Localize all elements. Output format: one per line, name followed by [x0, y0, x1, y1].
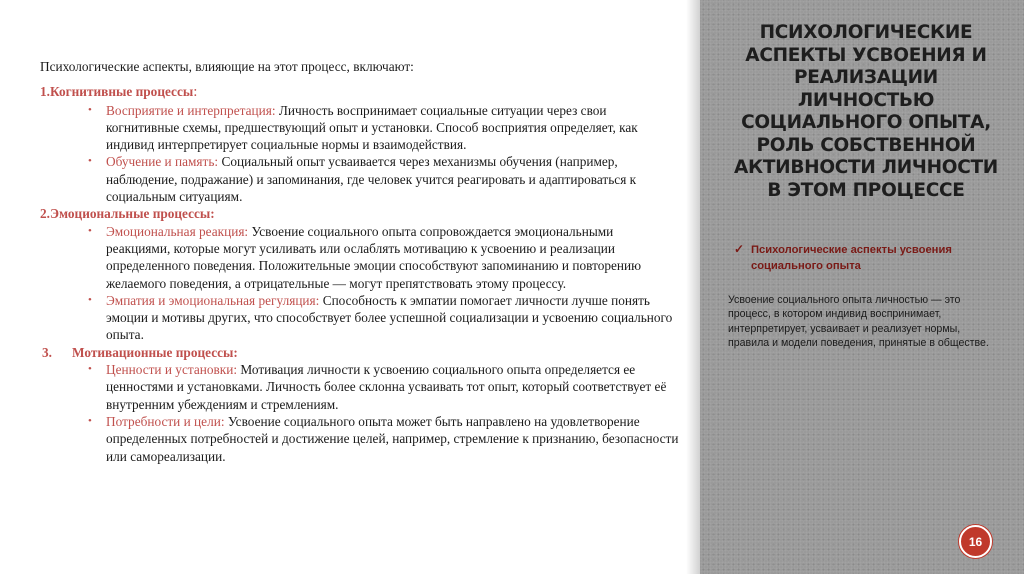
item-term: Эмоциональная реакция: [106, 223, 249, 239]
checkmark-icon: ✓ [734, 242, 745, 256]
item-text: Усвоение социального опыта сопровождается эмоциональными реакциями, которые могут усиливать или ослаблять мотивацию к усвоению и реализации определенного поведения. Положительные эмоции способствуют запоминанию и повторению желаемого поведения, а отрицательные — могут препятствовать этому процессу. [106, 223, 642, 291]
list-item [88, 102, 680, 154]
item-term: Эмпатия и эмоциональная регуляция: [106, 292, 320, 308]
item-text: Личность воспринимает социальные ситуации через свои когнитивные схемы, предшествующий опыт и установки. Способ восприятия определяет, как индивид интерпретирует социальные нормы и взаимодействия. [106, 102, 638, 153]
list-item [88, 153, 680, 205]
section-number: 1. [40, 84, 50, 100]
section-heading-emotional [40, 205, 680, 222]
list-item [88, 361, 680, 413]
section-heading-motivational [40, 344, 680, 361]
intro-text: Психологические аспекты, влияющие на этот процесс, включают: [40, 59, 414, 74]
bullet-icon: • [88, 414, 92, 427]
sidebar-subtitle-text: Психологические аспекты усвоения социального опыта [751, 244, 952, 272]
bullet-icon: • [88, 293, 92, 306]
item-term: Восприятие и интерпретация: [106, 102, 276, 118]
bullet-icon: • [88, 224, 92, 237]
section-list-emotional [40, 223, 680, 344]
section-title: Эмоциональные процессы: [49, 206, 215, 222]
sidebar-subtitle [734, 242, 964, 274]
bullet-icon: • [88, 155, 92, 168]
section-number: 3. [42, 344, 52, 360]
section-number: 2. [40, 206, 50, 222]
item-text: Социальный опыт усваивается через механизмы обучения (например, наблюдение, подражание) и запоминания, где человек учится реагировать и адаптироваться к социальным ситуациям. [106, 154, 637, 205]
bullet-icon: • [88, 363, 92, 376]
section-title: Мотивационные процессы: [72, 344, 238, 360]
item-text: Способность к эмпатии помогает личности лучше понять эмоции и мотивы других, что способствует более успешной социализации и усвоению социального опыта. [106, 292, 673, 343]
list-item [88, 413, 680, 465]
section-title: Когнитивные процессы [49, 84, 194, 100]
bullet-icon: • [88, 103, 92, 116]
list-item [88, 223, 680, 292]
item-text: Мотивация личности к усвоению социального опыта определяется ее ценностями и установками. Личность более склонна усваивать тот опыт, который соответствует её внутренним убеждениям и стремлениям. [106, 362, 667, 412]
item-text: Усвоение социального опыта может быть направлено на удовлетворение определенных потребностей и достижение целей, например, стремление к признанию, безопасности или самореализации. [106, 413, 679, 464]
item-term: Ценности и установки: [106, 362, 238, 378]
section-colon: : [193, 84, 198, 101]
item-term: Обучение и память: [106, 154, 219, 170]
page-number-badge: 16 [959, 525, 992, 558]
section-list-motivational [40, 361, 680, 465]
section-heading-cognitive [40, 83, 680, 101]
section-list-cognitive [40, 102, 680, 206]
slide-title: ПСИХОЛОГИЧЕСКИЕ АСПЕКТЫ УСВОЕНИЯ И РЕАЛИЗАЦИИ ЛИЧНОСТЬЮ СОЦИАЛЬНОГО ОПЫТА, РОЛЬ СОБСТВЕННОЙ АКТИВНОСТИ ЛИЧНОСТИ В ЭТОМ ПРОЦЕССЕ [734, 22, 998, 201]
main-content [40, 58, 680, 465]
item-term: Потребности и цели: [106, 413, 225, 429]
list-item [88, 292, 680, 344]
panel-divider-shadow [686, 0, 700, 574]
sidebar-description: Усвоение социального опыта личностью — это процесс, в котором индивид воспринимает, интерпретирует, усваивает и реализует нормы, правила и модели поведения, принятые в обществе. [728, 294, 989, 350]
